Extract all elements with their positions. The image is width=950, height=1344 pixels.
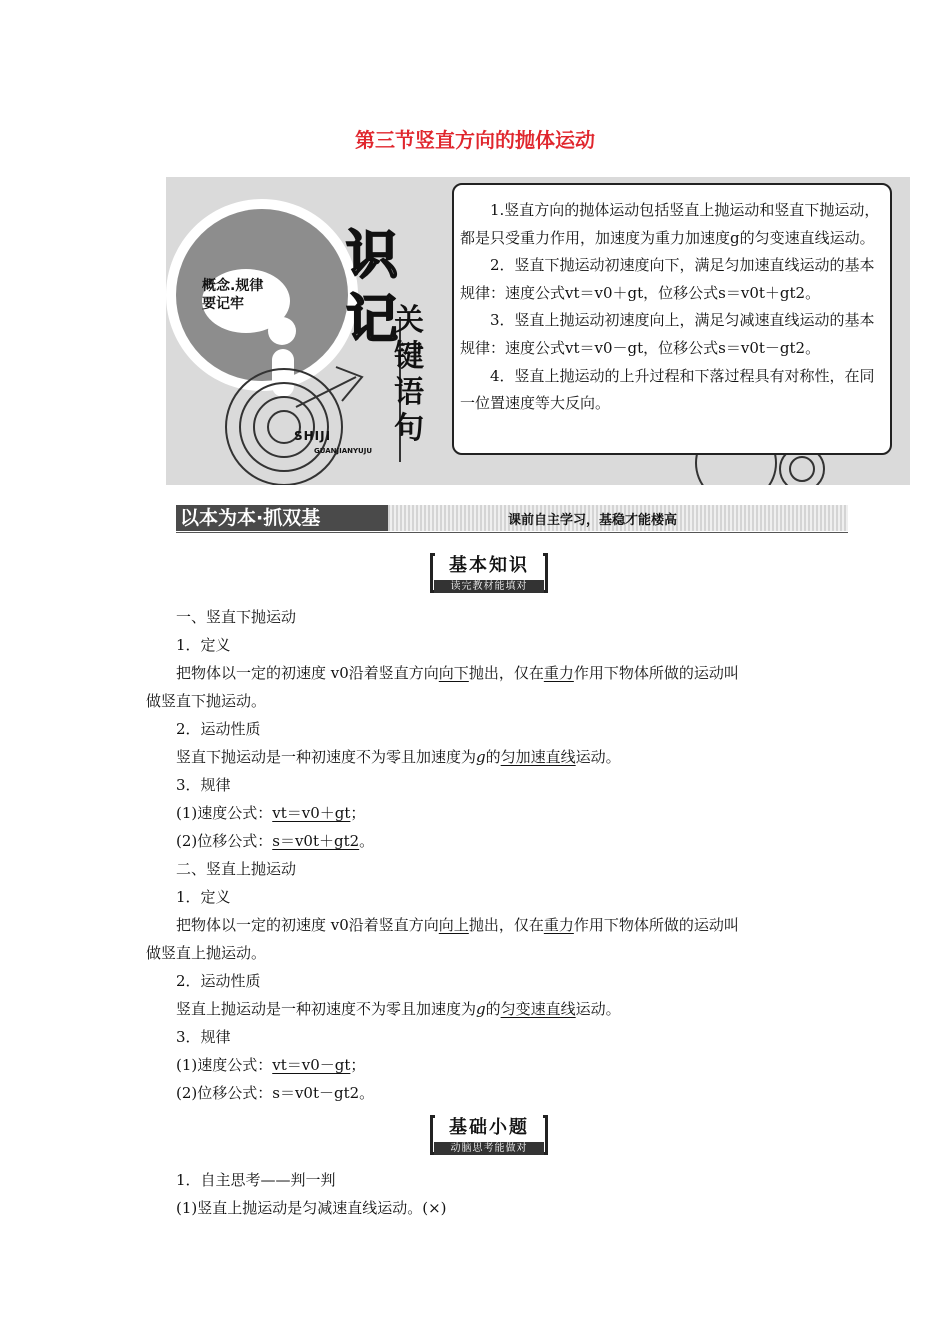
vertical-char: 键 [394,339,424,374]
section-strip [176,505,848,531]
subheading: 1．定义 [176,888,231,906]
key-point: 2．竖直下抛运动初速度向下，满足匀加速直线运动的基本规律：速度公式vt＝v0＋gt，位移公式s＝v0t＋gt2。 [460,256,875,302]
subheading: 1．定义 [176,636,231,654]
paragraph: 把物体以一定的初速度 v0沿着竖直方向向下抛出，仅在重力作用下物体所做的运动叫 [176,664,739,682]
section-heading-basic-knowledge [430,553,548,595]
subheading: 2．运动性质 [176,720,261,738]
paragraph: 把物体以一定的初速度 v0沿着竖直方向向上抛出，仅在重力作用下物体所做的运动叫 [176,916,739,934]
formula-line: (2)位移公式：s＝v0t＋gt2。 [176,832,375,850]
vertical-char: 句 [394,411,424,446]
divider [176,532,848,533]
paragraph: 竖直上抛运动是一种初速度不为零且加速度为g的匀变速直线运动。 [176,1000,621,1018]
question-heading: 1．自主思考——判一判 [176,1171,336,1189]
formula-line: (1)速度公式：vt＝v0＋gt； [176,804,366,822]
bubble-text: 概念.规律 要记牢 [202,278,264,312]
formula-line: (2)位移公式：s＝v0t－gt2。 [176,1084,375,1102]
subheading: 3．规律 [176,1028,231,1046]
paragraph: 做竖直下抛运动。 [146,692,267,710]
section-title: 基础小题 [449,1117,529,1138]
key-point: 1.竖直方向的抛体运动包括竖直上抛运动和竖直下抛运动，都是只受重力作用，加速度为重力加速度g的匀变速直线运动。 [460,201,880,247]
vertical-char: 语 [394,375,424,410]
section-subtitle: 动脑思考能做对 [434,1142,544,1155]
key-point: 4．竖直上抛运动的上升过程和下落过程具有对称性，在同一位置速度等大反向。 [460,366,875,413]
shiji-label: SHIJI [294,429,332,443]
strip-subtitle-bar [388,505,848,531]
section-subtitle: 读完教材能填对 [434,580,544,593]
subheading: 3．规律 [176,776,231,794]
page-title: 第三节竖直方向的抛体运动 [355,128,595,152]
heading-upward-throw: 二、竖直上抛运动 [176,860,297,878]
section-title: 基本知识 [449,555,529,576]
big-char-2: 记 [346,290,399,350]
paragraph: 竖直下抛运动是一种初速度不为零且加速度为g的匀加速直线运动。 [176,748,621,766]
heading-downward-throw: 一、竖直下抛运动 [176,608,297,626]
big-char-1: 识 [346,226,399,286]
key-sentences-banner [166,177,910,485]
section-heading-basic-questions [430,1115,548,1157]
vertical-char: 关 [394,303,424,338]
paragraph: 做竖直上抛运动。 [146,944,267,962]
subheading: 2．运动性质 [176,972,261,990]
shiji-sub-label: GUANJIANYUJU [314,447,373,455]
key-points-box [452,183,892,455]
strip-subtitle: 课前自主学习，基稳才能楼高 [508,513,678,528]
strip-title: 以本为本·抓双基 [176,505,388,531]
formula-line: (1)速度公式：vt＝v0－gt； [176,1056,366,1074]
key-point: 3．竖直上抛运动初速度向上，满足匀减速直线运动的基本规律：速度公式vt＝v0－gt，位移公式s＝v0t－gt2。 [460,311,875,357]
question-item: (1)竖直上抛运动是匀减速直线运动。(×) [176,1199,447,1217]
